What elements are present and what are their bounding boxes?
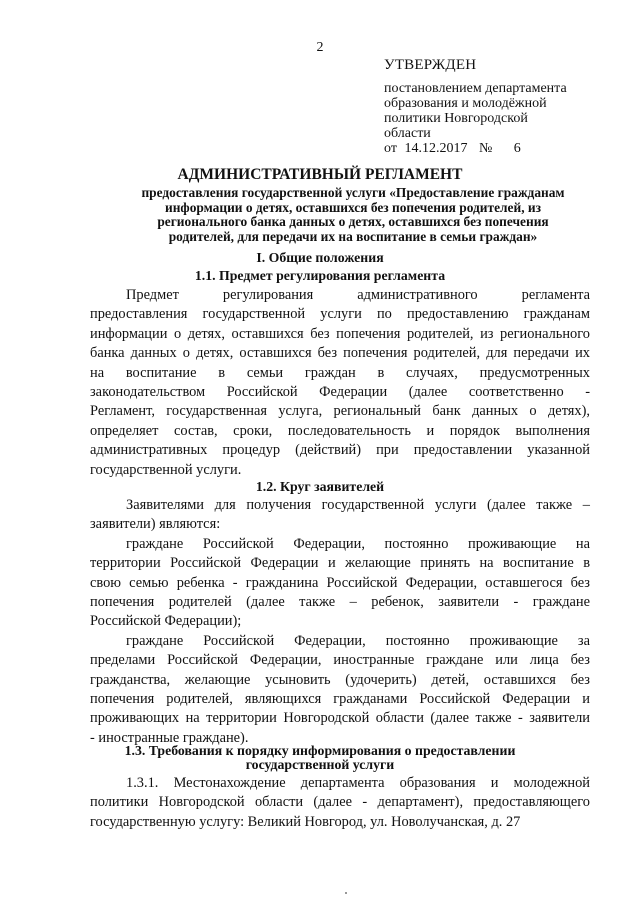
section-heading-1-1: 1.1. Предмет регулирования регламента [194,268,446,283]
paragraph-1-1 [90,286,590,480]
text-line: гражданства, желающие усыновить (удочерить) детей, оставшихся без [90,671,590,688]
text-line: 1.3.1. Местонахождение департамента образования и молодежной [126,775,590,791]
paragraph-1-2 [90,496,590,748]
text-line: определяет состав, сроки, последовательность и порядок выполнения [90,422,590,439]
subtitle-line: информации о детях, оставшихся без попечения родителей, из [165,199,541,215]
text-line: попечения родителей, являющихся гражданами Российской Федерации и [90,691,590,708]
approval-heading: УТВЕРЖДЕН [384,57,477,73]
document-subtitle [108,186,598,244]
text-line: информации о детях, оставшихся без попечения родителей, из регионального [90,325,590,342]
section-heading-1: I. Общие положения [256,250,384,265]
heading-line: государственной услуги [245,757,395,772]
text-line: политики Новгородской области (далее - департамент), предоставляющего [90,794,590,811]
heading-line: 1.3. Требования к порядку информирования о предоставлении [124,743,516,758]
approval-line: области [384,126,431,141]
text-line: граждане Российской Федерации, постоянно проживающие на [126,535,590,552]
text-line: заявители) являются: [90,516,221,533]
approval-line: политики Новгородской [384,111,528,126]
text-line: государственную услугу: Великий Новгород, ул. Новолучанская, д. 27 [90,813,521,830]
subtitle-line: регионального банка данных о детях, оставшихся без попечения [157,214,549,229]
scan-speck [345,892,347,894]
text-line: свою семью ребенка - гражданина Российской Федерации, оставшегося без [90,574,590,591]
section-heading-1-3 [0,744,640,772]
approval-number: 6 [513,141,521,156]
approval-line: образования и молодёжной [384,96,547,111]
text-line: государственной услуги. [90,461,242,478]
subtitle-line: предоставления государственной услуги «Предоставление гражданам [141,185,565,200]
document-title: АДМИНИСТРАТИВНЫЙ РЕГЛАМЕНТ [177,166,463,183]
text-line: предоставления государственной услуги по предоставлению гражданам [90,306,590,323]
text-line: пределами Российской Федерации, иностранные граждане или лица без [90,652,590,669]
approval-date-line [384,141,614,156]
approval-date: 14.12.2017 [404,141,468,156]
text-line: проживающих на территории Новгородской области (далее также - заявители [90,710,590,727]
text-line: банка данных о детях, оставшихся без попечения родителей, для передачи их [90,345,590,362]
date-prefix: от [384,141,397,156]
text-line: - иностранные граждане). [90,729,249,746]
page-number: 2 [316,40,324,55]
number-sign: № [478,141,493,156]
text-line: административных процедур (действий) при предоставлении указанной [90,442,590,459]
text-line: граждане Российской Федерации, постоянно проживающие за [126,632,590,649]
text-line: Предмет регулирования административного регламента [126,287,590,303]
text-line: попечения родителей (далее также – ребенок, заявители - граждане [90,594,590,611]
section-heading-1-2: 1.2. Круг заявителей [255,479,385,494]
approval-block [384,58,614,156]
subtitle-line: родителей, для передачи их на воспитание в семьи граждан» [168,228,538,244]
text-line: Заявителями для получения государственной услуги (далее также – [126,497,590,513]
text-line: на воспитание в семьи граждан в случаях, предусмотренных [90,364,590,381]
text-line: Российской Федерации); [90,613,242,630]
text-line: территории Российской Федерации и желающие принять на воспитание в [90,555,590,572]
paragraph-1-3-1 [90,774,590,832]
text-line: законодательством Российской Федерации (далее соответственно - [90,384,590,401]
approval-line: постановлением департамента [384,81,567,96]
text-line: Регламент, государственная услуга, региональный банк данных о детях), [90,403,590,420]
